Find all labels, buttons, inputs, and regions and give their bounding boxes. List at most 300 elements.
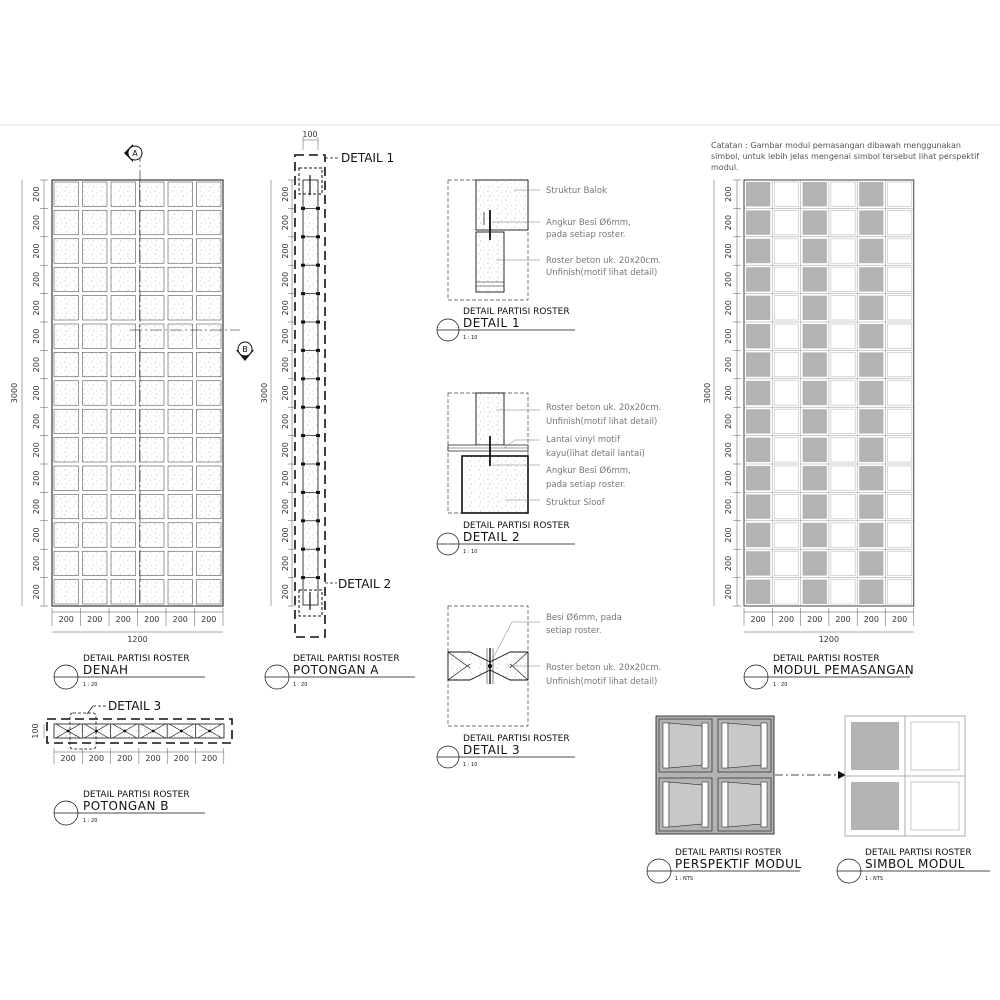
- potongan-b-rebar: [95, 730, 98, 733]
- modul-block-filled: [803, 438, 827, 462]
- potongan-a-joint: [316, 235, 320, 238]
- denah-dim-200: 200: [32, 470, 41, 486]
- modul-block-empty: [888, 551, 912, 575]
- potongan-a-dim-200: 200: [281, 356, 290, 373]
- denah-roster-block: [168, 580, 193, 604]
- marker-a-label: A: [132, 149, 138, 158]
- modul-block-empty: [774, 551, 798, 575]
- title-potongan-a-line2: POTONGAN A: [293, 663, 379, 677]
- denah-roster-block: [54, 182, 79, 206]
- title-detail-2-line1: DETAIL PARTISI ROSTER: [463, 521, 570, 531]
- ann2-lantai-1: Lantai vinyl motif: [546, 435, 620, 445]
- modul-dim-200: 200: [724, 328, 733, 344]
- title-detail-1-scale: 1 : 10: [463, 335, 478, 341]
- modul-block-filled: [803, 494, 827, 518]
- modul-block-filled: [859, 352, 883, 376]
- potongan-a-joint: [316, 434, 320, 437]
- potongan-a-joint: [316, 576, 320, 579]
- potongan-b-dim-100: 100: [31, 723, 40, 739]
- modul-block-empty: [888, 324, 912, 348]
- potongan-a-dim-200: 200: [281, 498, 290, 515]
- denah-dim-200: 200: [87, 615, 103, 624]
- potongan-a-joint: [316, 264, 320, 267]
- modul-block-filled: [746, 523, 770, 547]
- denah-roster-block: [83, 409, 108, 433]
- denah-roster-block: [140, 580, 165, 604]
- modul-block-empty: [888, 210, 912, 234]
- modul-block-filled: [859, 182, 883, 206]
- modul-block-filled: [746, 551, 770, 575]
- modul-dim-200: 200: [724, 385, 733, 401]
- title-perspektif-line1: DETAIL PARTISI ROSTER: [675, 848, 782, 858]
- title-denah-scale: 1 : 20: [83, 682, 98, 688]
- modul-block-empty: [888, 523, 912, 547]
- ann2-roster-2: Unfinish(motif lihat detail): [546, 417, 658, 427]
- modul-block-empty: [774, 438, 798, 462]
- modul-pemasangan-grid: [744, 180, 914, 606]
- potongan-a-dim-200: 200: [281, 186, 290, 202]
- modul-block-empty: [831, 267, 855, 291]
- denah-roster-block: [197, 352, 222, 376]
- modul-block-filled: [803, 182, 827, 206]
- denah-roster-block: [140, 239, 165, 263]
- denah-roster-block: [168, 494, 193, 518]
- denah-roster-block: [140, 409, 165, 433]
- title-modul-line2: MODUL PEMASANGAN: [773, 663, 915, 677]
- potongan-b-dim-200: 200: [145, 754, 161, 763]
- modul-dim-200: 200: [724, 470, 733, 486]
- ann2-angkur-1: Angkur Besi Ø6mm,: [546, 466, 631, 476]
- denah-roster-block: [197, 296, 222, 320]
- potongan-b-rebar: [152, 730, 155, 733]
- title-perspektif-line2: PERSPEKTIF MODUL: [675, 857, 802, 871]
- denah-roster-block: [197, 551, 222, 575]
- modul-block-filled: [803, 523, 827, 547]
- denah-roster-block: [111, 352, 136, 376]
- modul-block-empty: [831, 409, 855, 433]
- denah-roster-block: [140, 523, 165, 547]
- potongan-a-joint: [316, 463, 320, 466]
- title-simbol-scale: 1 : NTS: [865, 876, 884, 882]
- modul-dim-200: 200: [724, 271, 733, 288]
- ann1-struktur-balok: Struktur Balok: [546, 186, 607, 196]
- potongan-a-joint: [316, 491, 320, 494]
- modul-block-filled: [859, 210, 883, 234]
- potongan-a-joint: [301, 519, 305, 522]
- modul-block-empty: [774, 324, 798, 348]
- denah-dim-200: 200: [115, 615, 131, 624]
- denah-roster-block: [140, 296, 165, 320]
- potongan-a-joint: [301, 434, 305, 437]
- modul-block-filled: [859, 239, 883, 263]
- denah-dim-200: 200: [32, 328, 41, 344]
- marker-b-label: B: [242, 345, 248, 354]
- modul-block-empty: [831, 523, 855, 547]
- potongan-a-joint: [316, 377, 320, 380]
- title-perspektif: [647, 848, 802, 883]
- modul-block-filled: [859, 494, 883, 518]
- modul-block-filled: [859, 381, 883, 405]
- denah-roster-block: [54, 551, 79, 575]
- note-line-1: Catatan : Gambar modul pemasangan dibawah menggunakan: [711, 141, 961, 150]
- denah-roster-block: [197, 210, 222, 234]
- denah-dim-200: 200: [32, 442, 41, 458]
- modul-dim-200: 200: [807, 615, 823, 624]
- potongan-a-dim-3000: 3000: [260, 382, 269, 404]
- denah-roster-block: [168, 352, 193, 376]
- modul-dim-200: 200: [724, 186, 733, 202]
- denah-roster-block: [54, 466, 79, 490]
- denah-roster-block: [83, 466, 108, 490]
- denah-dim-200: 200: [144, 615, 160, 624]
- denah-dim-200: 200: [58, 615, 74, 624]
- denah-roster-block: [54, 381, 79, 405]
- potongan-a-joint: [301, 264, 305, 267]
- denah-roster-block: [111, 381, 136, 405]
- denah-roster-block: [168, 409, 193, 433]
- callout-detail1: DETAIL 1: [341, 151, 395, 165]
- denah-roster-block: [54, 267, 79, 291]
- denah-roster-block: [168, 466, 193, 490]
- denah-roster-block: [140, 494, 165, 518]
- modul-dim-200: 200: [892, 615, 908, 624]
- title-detail-3-line1: DETAIL PARTISI ROSTER: [463, 734, 570, 744]
- denah-roster-block: [168, 296, 193, 320]
- potongan-a-joint: [301, 235, 305, 238]
- denah-roster-block: [54, 352, 79, 376]
- denah-dim-200: 200: [32, 186, 41, 202]
- ann2-sloof: Struktur Sloof: [546, 498, 605, 508]
- modul-block-filled: [803, 466, 827, 490]
- modul-block-filled: [746, 324, 770, 348]
- potongan-a-joint: [316, 519, 320, 522]
- denah-dim-200: 200: [32, 214, 41, 231]
- modul-block-filled: [803, 239, 827, 263]
- denah-roster-block: [197, 381, 222, 405]
- modul-block-empty: [831, 296, 855, 320]
- arrow-to-simbol: [775, 771, 846, 779]
- ann2-lantai-2: kayu(lihat detail lantai): [546, 449, 645, 459]
- potongan-a-dim-200: 200: [281, 300, 290, 316]
- denah-roster-block: [168, 210, 193, 234]
- potongan-b-dim-200: 200: [117, 754, 133, 763]
- denah-elevation: [52, 180, 223, 606]
- denah-roster-block: [83, 296, 108, 320]
- denah-roster-block: [54, 523, 79, 547]
- potongan-a-joint: [301, 406, 305, 409]
- modul-dim-200: 200: [724, 498, 733, 515]
- denah-roster-block: [140, 352, 165, 376]
- denah-roster-block: [111, 551, 136, 575]
- denah-roster-block: [83, 580, 108, 604]
- modul-block-filled: [746, 296, 770, 320]
- modul-dim-200: 200: [863, 615, 879, 624]
- denah-roster-block: [197, 239, 222, 263]
- modul-block-empty: [831, 210, 855, 234]
- modul-block-filled: [746, 466, 770, 490]
- modul-dim-200: 200: [724, 555, 733, 572]
- modul-dim-1200: 1200: [818, 635, 840, 644]
- note-line-3: modul.: [711, 163, 739, 172]
- title-simbol: [837, 848, 990, 883]
- denah-roster-block: [197, 182, 222, 206]
- potongan-a-joint: [301, 349, 305, 352]
- modul-block-empty: [774, 352, 798, 376]
- modul-block-filled: [803, 324, 827, 348]
- title-modul-scale: 1 : 20: [773, 682, 788, 688]
- title-denah-line1: DETAIL PARTISI ROSTER: [83, 654, 190, 664]
- denah-dim-200: 200: [172, 615, 188, 624]
- modul-dim-3000: 3000: [703, 382, 712, 404]
- denah-dim-200: 200: [32, 271, 41, 288]
- potongan-a-joint: [301, 463, 305, 466]
- callout-detail3: DETAIL 3: [108, 699, 162, 713]
- modul-block-filled: [746, 580, 770, 604]
- potongan-a-joint: [301, 377, 305, 380]
- modul-block-empty: [888, 494, 912, 518]
- modul-block-filled: [859, 438, 883, 462]
- modul-block-empty: [774, 210, 798, 234]
- denah-roster-block: [83, 324, 108, 348]
- potongan-a-dim-200: 200: [281, 527, 290, 543]
- denah-roster-block: [83, 210, 108, 234]
- potongan-a-joint: [316, 548, 320, 551]
- modul-dim-200: 200: [835, 615, 851, 624]
- denah-dim-1200: 1200: [127, 635, 148, 644]
- denah-roster-block: [140, 438, 165, 462]
- potongan-a-dim-200: 200: [281, 413, 290, 430]
- denah-roster-block: [83, 523, 108, 547]
- denah-roster-block: [111, 494, 136, 518]
- modul-block-empty: [831, 182, 855, 206]
- potongan-a-dim-200: 200: [281, 243, 290, 259]
- potongan-b-dim-200: 200: [88, 754, 105, 763]
- denah-roster-block: [54, 494, 79, 518]
- potongan-a-dim-200: 200: [281, 328, 290, 344]
- potongan-b-dim-200: 200: [202, 754, 218, 763]
- potongan-b-rebar: [123, 730, 126, 733]
- denah-roster-block: [83, 438, 108, 462]
- denah-roster-block: [168, 182, 193, 206]
- potongan-a-joint: [316, 207, 320, 210]
- modul-block-filled: [859, 551, 883, 575]
- modul-block-empty: [831, 239, 855, 263]
- denah-roster-block: [140, 210, 165, 234]
- denah-dim-200: 200: [32, 555, 41, 572]
- modul-dim-200: 200: [724, 413, 733, 430]
- denah-dim-200: 200: [32, 385, 41, 401]
- denah-dim-200: 200: [32, 584, 41, 600]
- potongan-a-joint: [301, 548, 305, 551]
- denah-dim-200: 200: [32, 413, 41, 430]
- denah-roster-block: [111, 239, 136, 263]
- title-denah-line2: DENAH: [83, 663, 129, 677]
- modul-block-filled: [746, 438, 770, 462]
- modul-dim-200: 200: [724, 584, 733, 600]
- modul-block-filled: [859, 267, 883, 291]
- denah-roster-block: [140, 267, 165, 291]
- modul-block-empty: [888, 352, 912, 376]
- ann1-roster-1: Roster beton uk. 20x20cm.: [546, 256, 662, 266]
- title-detail-1: [437, 307, 575, 341]
- modul-block-empty: [774, 381, 798, 405]
- modul-block-empty: [888, 296, 912, 320]
- modul-block-filled: [803, 267, 827, 291]
- modul-block-empty: [888, 438, 912, 462]
- potongan-a-dim-200: 200: [281, 470, 290, 486]
- potongan-a-joint: [301, 321, 305, 324]
- modul-dim-200: 200: [724, 243, 733, 259]
- denah-roster-block: [197, 466, 222, 490]
- title-modul-line1: DETAIL PARTISI ROSTER: [773, 654, 880, 664]
- modul-dim-200: 200: [750, 615, 766, 624]
- modul-block-empty: [888, 267, 912, 291]
- modul-block-empty: [774, 182, 798, 206]
- ann1-angkur-2: pada setiap roster.: [546, 230, 626, 240]
- potongan-a-joint: [301, 207, 305, 210]
- denah-roster-block: [83, 239, 108, 263]
- modul-dim-200: 200: [724, 527, 733, 543]
- denah-roster-block: [197, 438, 222, 462]
- potongan-a-dim-100: 100: [302, 130, 318, 139]
- modul-block-filled: [803, 381, 827, 405]
- modul-dim-200: 200: [724, 214, 733, 231]
- modul-block-filled: [803, 409, 827, 433]
- denah-roster-block: [54, 409, 79, 433]
- title-simbol-line2: SIMBOL MODUL: [865, 857, 965, 871]
- denah-roster-block: [197, 324, 222, 348]
- modul-block-filled: [803, 580, 827, 604]
- title-detail-2-scale: 1 : 10: [463, 549, 478, 555]
- denah-roster-block: [168, 551, 193, 575]
- denah-roster-block: [54, 210, 79, 234]
- potongan-b-rebar: [67, 730, 70, 733]
- denah-roster-block: [54, 296, 79, 320]
- potongan-a-joint: [316, 406, 320, 409]
- title-detail-1-line1: DETAIL PARTISI ROSTER: [463, 307, 570, 317]
- potongan-a-joint: [316, 349, 320, 352]
- modul-block-empty: [774, 466, 798, 490]
- title-detail-3-line2: DETAIL 3: [463, 743, 521, 757]
- potongan-b-rebar: [180, 730, 183, 733]
- ann1-angkur-1: Angkur Besi Ø6mm,: [546, 218, 631, 228]
- callout-detail2: DETAIL 2: [338, 577, 392, 591]
- denah-roster-block: [111, 466, 136, 490]
- ann3-besi-2: setiap roster.: [546, 626, 602, 636]
- modul-block-filled: [746, 494, 770, 518]
- modul-block-filled: [746, 210, 770, 234]
- modul-block-filled: [746, 352, 770, 376]
- denah-roster-block: [168, 239, 193, 263]
- denah-roster-block: [54, 580, 79, 604]
- denah-roster-block: [197, 494, 222, 518]
- modul-block-filled: [859, 523, 883, 547]
- modul-block-filled: [859, 324, 883, 348]
- potongan-a-dim-200: 200: [281, 214, 290, 231]
- title-potongan-b-line2: POTONGAN B: [83, 799, 169, 813]
- modul-block-empty: [774, 580, 798, 604]
- modul-block-empty: [774, 523, 798, 547]
- denah-roster-block: [83, 551, 108, 575]
- denah-roster-block: [111, 324, 136, 348]
- denah-roster-block: [83, 381, 108, 405]
- denah-dim-200: 200: [32, 243, 41, 259]
- modul-block-empty: [888, 409, 912, 433]
- potongan-a-dim-200: 200: [281, 555, 290, 572]
- title-potongan-a-line1: DETAIL PARTISI ROSTER: [293, 654, 400, 664]
- title-detail-2-line2: DETAIL 2: [463, 530, 521, 544]
- modul-block-empty: [774, 239, 798, 263]
- title-potongan-a-scale: 1 : 20: [293, 682, 308, 688]
- denah-roster-block: [168, 438, 193, 462]
- denah-roster-block: [140, 182, 165, 206]
- potongan-a-joint: [316, 321, 320, 324]
- denah-roster-block: [54, 324, 79, 348]
- potongan-a-dim-200: 200: [281, 271, 290, 288]
- denah-roster-block: [168, 324, 193, 348]
- title-potongan-b: [54, 790, 205, 825]
- modul-block-empty: [774, 296, 798, 320]
- potongan-a-dim-200: 200: [281, 442, 290, 458]
- denah-roster-block: [111, 182, 136, 206]
- modul-dim-200: 200: [778, 615, 795, 624]
- modul-block-filled: [859, 580, 883, 604]
- modul-block-filled: [746, 267, 770, 291]
- title-detail-3-scale: 1 : 10: [463, 762, 478, 768]
- title-detail-2: [437, 521, 575, 555]
- modul-block-empty: [831, 381, 855, 405]
- denah-roster-block: [111, 523, 136, 547]
- denah-roster-block: [197, 267, 222, 291]
- modul-dim-200: 200: [724, 442, 733, 458]
- denah-roster-block: [197, 580, 222, 604]
- modul-dim-200: 200: [724, 300, 733, 316]
- modul-block-filled: [859, 466, 883, 490]
- denah-roster-block: [111, 210, 136, 234]
- ann3-besi-1: Besi Ø6mm, pada: [546, 613, 622, 623]
- title-detail-3: [437, 734, 575, 768]
- potongan-a-section: [295, 155, 340, 637]
- modul-block-filled: [746, 239, 770, 263]
- denah-dim-3000: 3000: [10, 382, 19, 404]
- detail-1-drawing: [448, 180, 540, 300]
- modul-block-empty: [774, 409, 798, 433]
- modul-block-empty: [831, 324, 855, 348]
- modul-block-empty: [831, 551, 855, 575]
- denah-dim-200: 200: [201, 615, 217, 624]
- ann2-roster-1: Roster beton uk. 20x20cm.: [546, 403, 662, 413]
- ann3-roster-1: Roster beton uk. 20x20cm.: [546, 663, 662, 673]
- potongan-b-rebar: [208, 730, 211, 733]
- denah-roster-block: [168, 523, 193, 547]
- denah-dim-200: 200: [32, 300, 41, 316]
- note-line-2: simbol, untuk lebih jelas mengenai simbol tersebut lihat perspektif: [711, 152, 980, 161]
- potongan-a-joint: [301, 292, 305, 295]
- potongan-a-joint: [301, 491, 305, 494]
- modul-block-filled: [859, 296, 883, 320]
- denah-roster-block: [83, 352, 108, 376]
- modul-block-empty: [774, 494, 798, 518]
- potongan-a-dim-200: 200: [281, 385, 290, 401]
- modul-block-empty: [831, 466, 855, 490]
- modul-block-empty: [831, 580, 855, 604]
- denah-roster-block: [197, 523, 222, 547]
- modul-dim-200: 200: [724, 356, 733, 373]
- ann3-roster-2: Unfinish(motif lihat detail): [546, 677, 658, 687]
- title-detail-1-line2: DETAIL 1: [463, 316, 521, 330]
- potongan-b-dim-200: 200: [60, 754, 76, 763]
- denah-roster-block: [54, 438, 79, 462]
